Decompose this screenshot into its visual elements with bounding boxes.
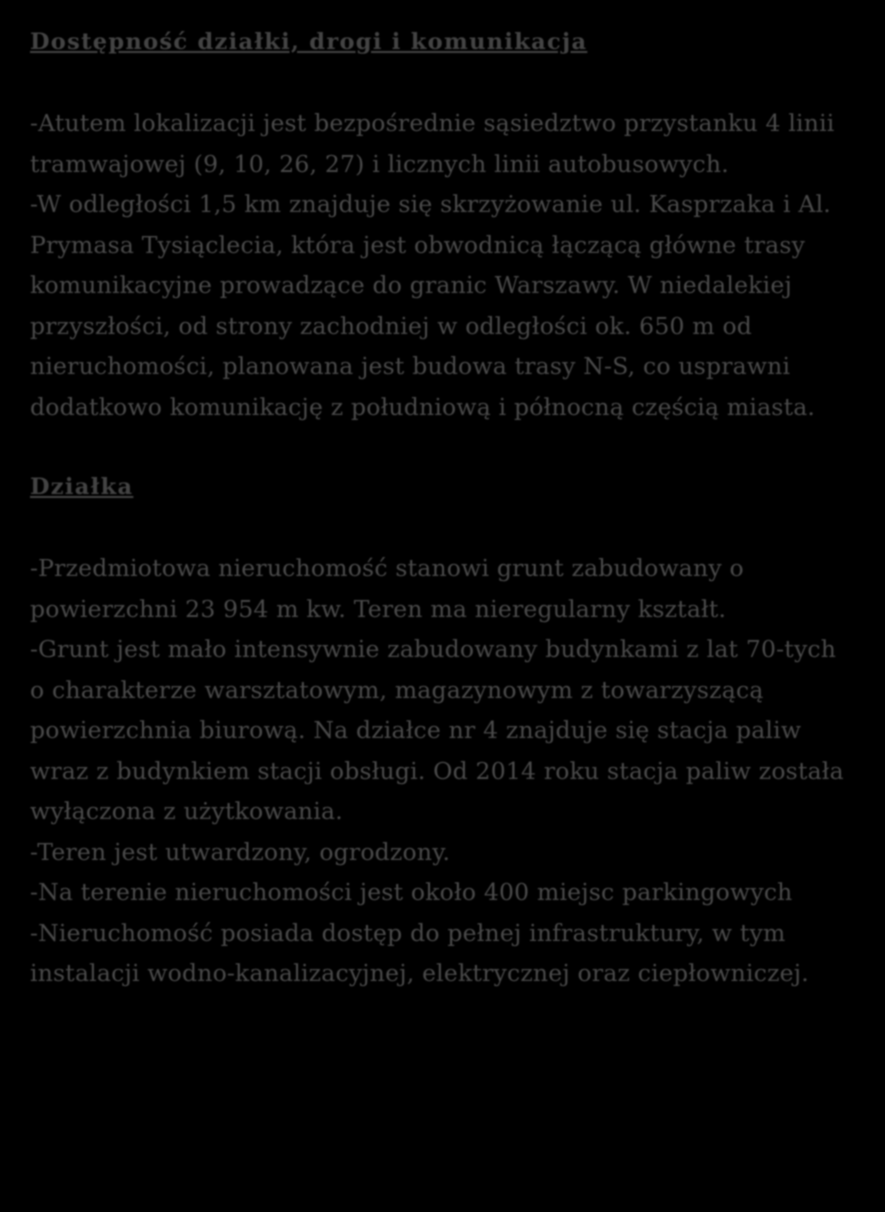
paragraph-tram-access: -Atutem lokalizacji jest bezpośrednie sąsiedztwo przystanku 4 linii tramwajowej (9, 10, 26, 27) i licznych linii autobusowych. bbox=[30, 109, 835, 178]
paragraph-road-access: -W odległości 1,5 km znajduje się skrzyżowanie ul. Kasprzaka i Al. Prymasa Tysiąclecia, która jest obwodnicą łączącą główne trasy komunikacyjne prowadzące do granic Warszawy. W niedalekiej przyszłości, od strony zachodniej w odległości ok. 650 m od nieruchomości, planowana jest budowa trasy N-S, co usprawni dodatkowo komunikację z południową i północną częścią miasta. bbox=[30, 190, 831, 421]
paragraph-buildings: -Grunt jest mało intensywnie zabudowany budynkami z lat 70-tych o charakterze warsztatowym, magazynowym z towarzyszącą powierzchnia biurową. Na działce nr 4 znajduje się stacja paliw wraz z budynkiem stacji obsługi. Od 2014 roku stacja paliw została wyłączona z użytkowania. bbox=[30, 635, 844, 825]
paragraph-infrastructure: -Nieruchomość posiada dostęp do pełnej infrastruktury, w tym instalacji wodno-kanalizacyjnej, elektrycznej oraz ciepłowniczej. bbox=[30, 918, 809, 987]
spacer bbox=[30, 427, 855, 467]
paragraph-surface: -Teren jest utwardzony, ogrodzony. bbox=[30, 837, 451, 866]
spacer bbox=[30, 63, 855, 103]
section-heading-access: Dostępność działki, drogi i komunikacja bbox=[30, 29, 588, 55]
section-heading-plot: Działka bbox=[30, 474, 134, 500]
paragraph-parking: -Na terenie nieruchomości jest około 400 miejsc parkingowych bbox=[30, 878, 793, 906]
spacer bbox=[30, 508, 855, 548]
paragraph-plot-area: -Przedmiotowa nieruchomość stanowi grunt zabudowany o powierzchni 23 954 m kw. Teren ma nieregularny kształt. bbox=[30, 554, 744, 623]
